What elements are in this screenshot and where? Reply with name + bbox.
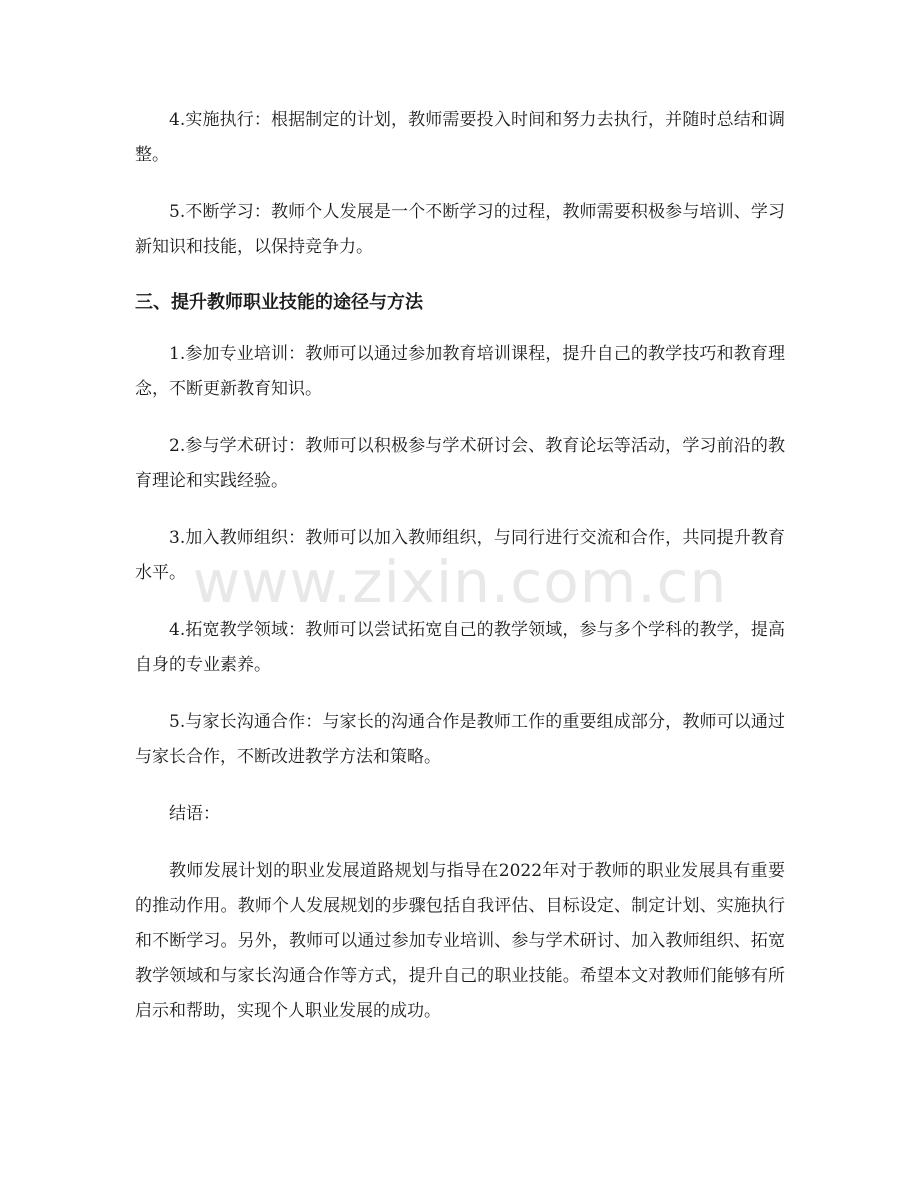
document-body — [135, 103, 785, 1051]
paragraph-step-4: 4.实施执行：根据制定的计划，教师需要投入时间和努力去执行，并随时总结和调整。 — [135, 110, 785, 165]
paragraph-method-4: 4.拓宽教学领域：教师可以尝试拓宽自己的教学领域，参与多个学科的教学，提高自身的专业素养。 — [135, 620, 785, 675]
paragraph-method-2: 2.参与学术研讨：教师可以积极参与学术研讨会、教育论坛等活动，学习前沿的教育理论和实践经验。 — [135, 436, 785, 491]
paragraph-step-5: 5.不断学习：教师个人发展是一个不断学习的过程，教师需要积极参与培训、学习新知识和技能，以保持竞争力。 — [135, 202, 785, 257]
paragraph-method-3: 3.加入教师组织：教师可以加入教师组织，与同行进行交流和合作，共同提升教育水平。 — [135, 528, 785, 583]
conclusion-label: 结语： — [169, 804, 220, 824]
paragraph-method-5: 5.与家长沟通合作：与家长的沟通合作是教师工作的重要组成部分，教师可以通过与家长合作，不断改进教学方法和策略。 — [135, 712, 785, 767]
section-heading: 三、提升教师职业技能的途径与方法 — [135, 292, 423, 313]
paragraph-method-1: 1.参加专业培训：教师可以通过参加教育培训课程，提升自己的教学技巧和教育理念，不断更新教育知识。 — [135, 344, 785, 399]
watermark: www.zixin.com.cn — [192, 548, 728, 616]
conclusion-paragraph: 教师发展计划的职业发展道路规划与指导在2022年对于教师的职业发展具有重要的推动作用。教师个人发展规划的步骤包括自我评估、目标设定、制定计划、实施执行和不断学习。另外，教师可以通过参加专业培训、参与学术研讨、加入教师组织、拓宽教学领域和与家长沟通合作等方式，提升自己的职业技能。希望本文对教师们能够有所启示和帮助，实现个人职业发展的成功。 — [135, 861, 785, 1021]
